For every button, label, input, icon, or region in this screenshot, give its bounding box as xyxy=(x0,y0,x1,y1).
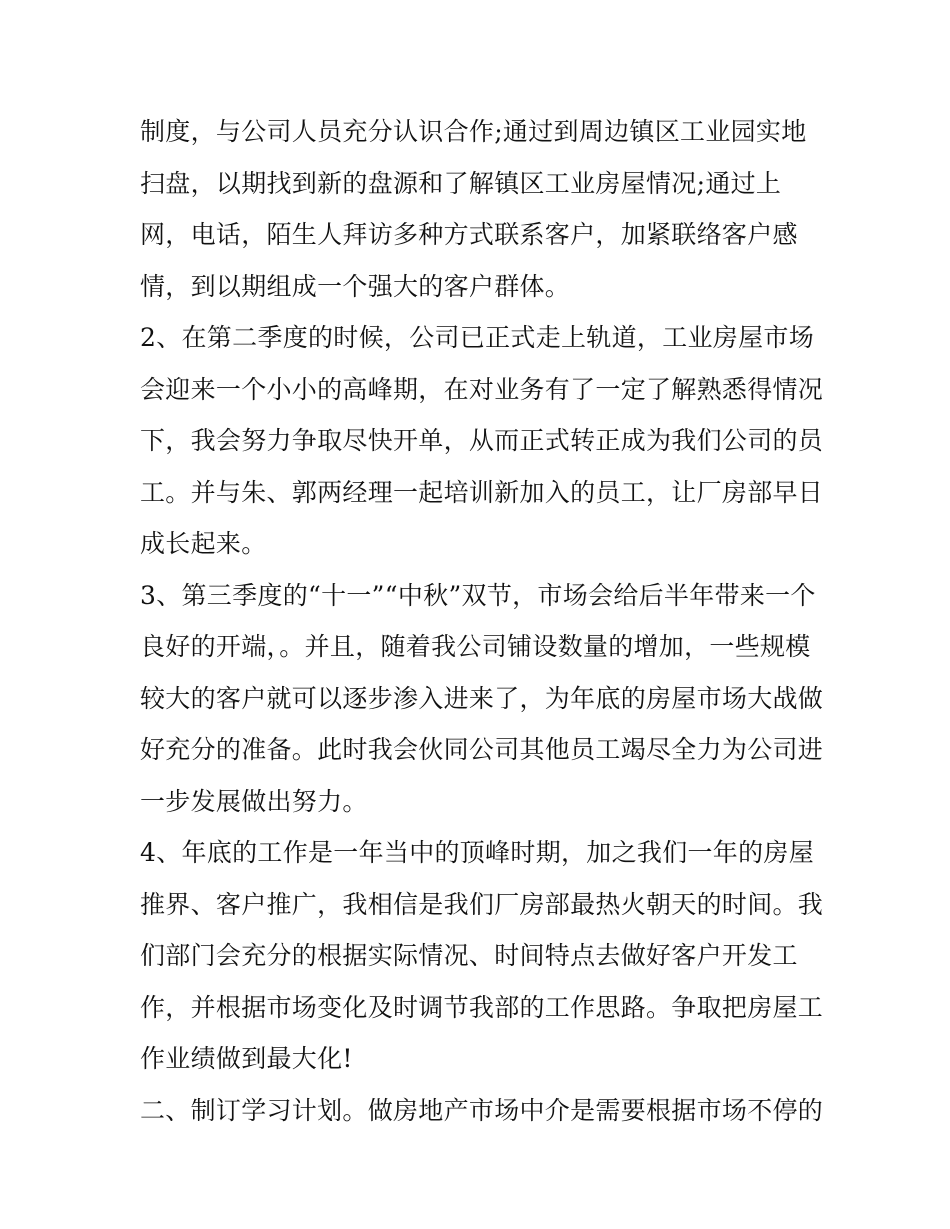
text-line: 下，我会努力争取尽快开单，从而正式转正成为我们公司的员 xyxy=(140,426,824,455)
text-line: 好充分的准备。此时我会伙同公司其他员工竭尽全力为公司进 xyxy=(140,735,824,764)
text-line: 情，到以期组成一个强大的客户群体。 xyxy=(140,271,571,301)
text-line: 4、年底的工作是一年当中的顶峰时期，加之我们一年的房屋 xyxy=(140,838,815,867)
text-line: 作，并根据市场变化及时调节我部的工作思路。争取把房屋工 xyxy=(140,992,824,1022)
text-line: 作业绩做到最大化! xyxy=(140,1044,353,1073)
text-line: 良好的开端，。并且，随着我公司铺设数量的增加，一些规模 xyxy=(140,632,811,661)
text-line: 较大的客户就可以逐步渗入进来了，为年底的房屋市场大战做 xyxy=(140,683,824,713)
text-line: 制度，与公司人员充分认识合作;通过到周边镇区工业园实地 xyxy=(140,117,807,146)
text-line: 网，电话，陌生人拜访多种方式联系客户，加紧联络客户感 xyxy=(140,220,798,249)
text-line: 成长起来。 xyxy=(140,529,267,558)
text-line: 扫盘，以期找到新的盘源和了解镇区工业房屋情况;通过上 xyxy=(140,168,782,198)
body-text xyxy=(140,106,824,1136)
text-line: 2、在第二季度的时候，公司已正式走上轨道，工业房屋市场 xyxy=(140,323,815,352)
text-line: 会迎来一个小小的高峰期，在对业务有了一定了解熟悉得情况 xyxy=(140,374,824,404)
text-line: 3、第三季度的“十一”“中秋”双节，市场会给后半年带来一个 xyxy=(140,580,816,610)
text-line: 工。并与朱、郭两经理一起培训新加入的员工，让厂房部早日 xyxy=(140,477,824,507)
text-line: 们部门会充分的根据实际情况、时间特点去做好客户开发工 xyxy=(140,941,798,970)
text-line: 二、制订学习计划。做房地产市场中介是需要根据市场不停的 xyxy=(140,1095,824,1125)
text-line: 一步发展做出努力。 xyxy=(140,786,368,816)
text-line: 推界、客户推广，我相信是我们厂房部最热火朝天的时间。我 xyxy=(140,889,824,919)
